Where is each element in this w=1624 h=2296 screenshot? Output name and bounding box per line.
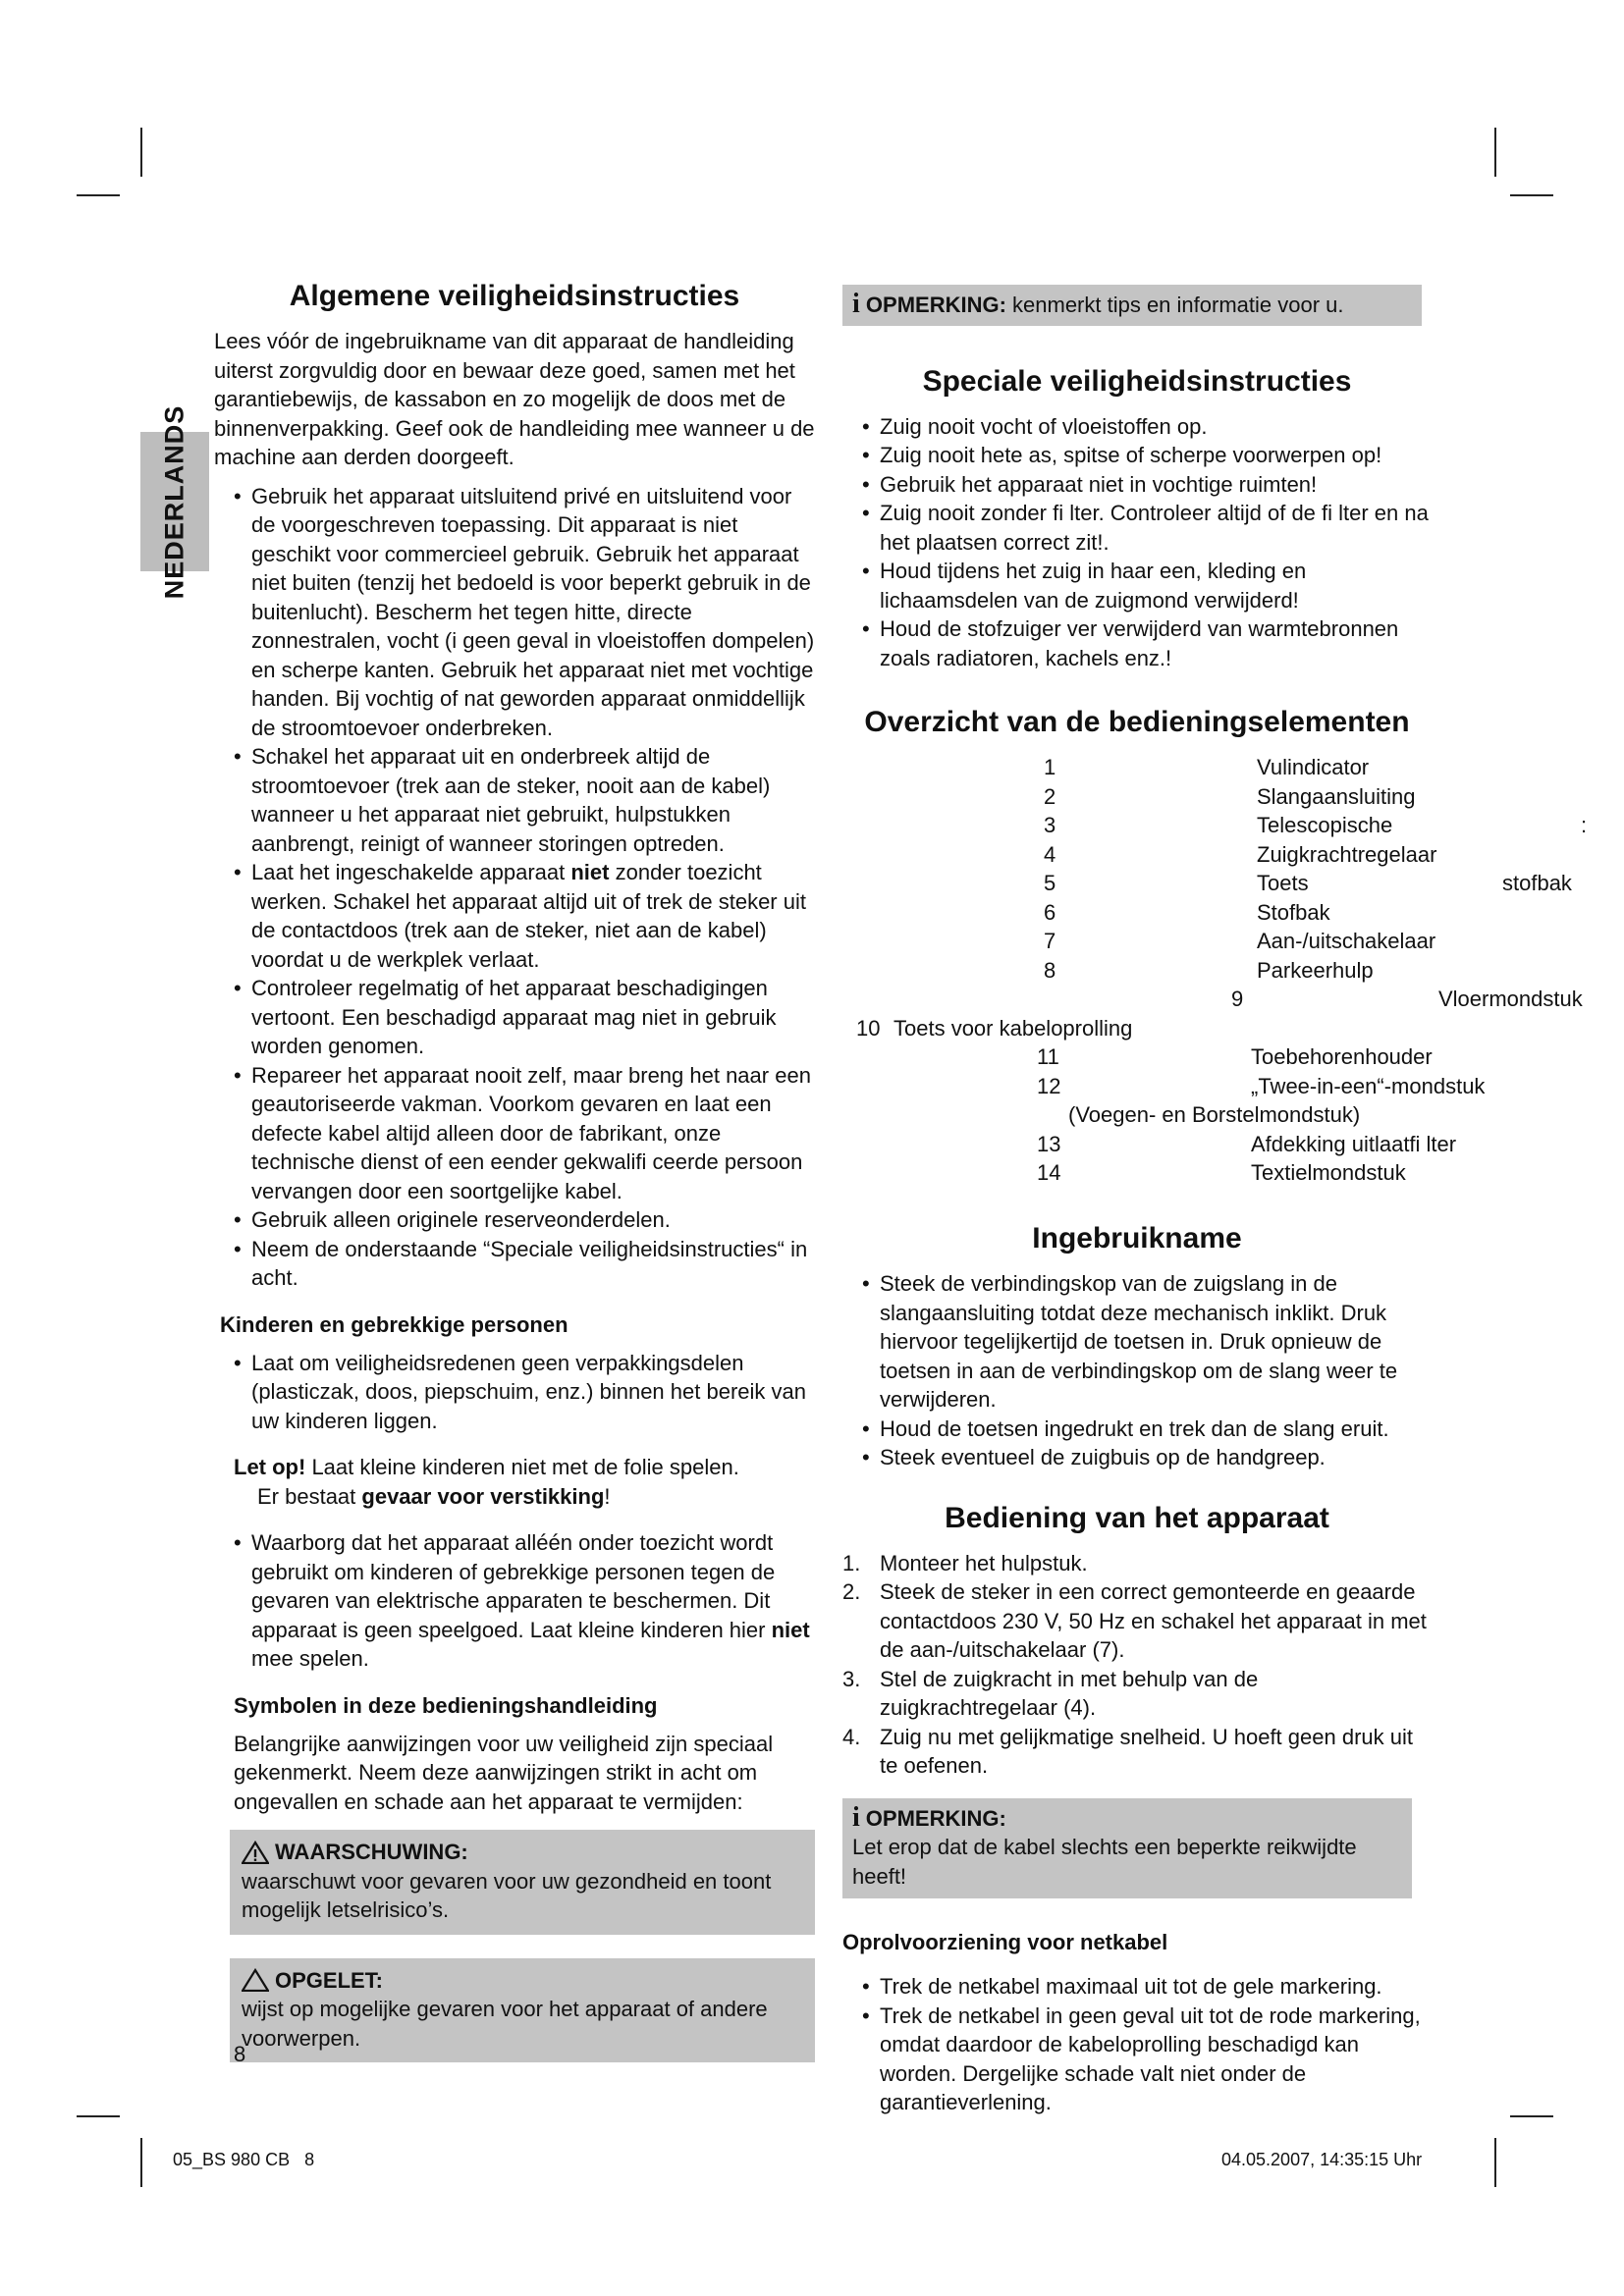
overview-row: 7 Aan-/uitschakelaar bbox=[1044, 929, 1436, 953]
warning-title: WAARSCHUWING: bbox=[275, 1840, 468, 1864]
crop-mark bbox=[77, 2115, 120, 2117]
general-safety-title: Algemene veiligheidsinstructies bbox=[289, 280, 740, 312]
list-item: • Laat om veiligheidsredenen geen verpakkingsdelen (plasticzak, doos, piepschuim, enz.) binnen het bereik van uw kinderen liggen. bbox=[214, 1349, 815, 1436]
crop-mark bbox=[140, 128, 142, 177]
kids-heading: Kinderen en gebrekkige personen bbox=[220, 1311, 568, 1337]
list-item: • Neem de onderstaande “Speciale veiligheidsinstructies“ in acht. bbox=[214, 1235, 815, 1293]
note-text: kenmerkt tips en informatie voor u. bbox=[1005, 293, 1344, 317]
overview-row: 12 „Twee-in-een“-mondstuk bbox=[1037, 1073, 1486, 1098]
list-item: • Houd tijdens het zuig in haar een, kleding en lichaamsdelen van de zuigmond verwijderd! bbox=[842, 557, 1432, 614]
crop-mark bbox=[140, 2138, 142, 2187]
overview-row: 5 Toets stofbak bbox=[1044, 871, 1572, 895]
overview-row: 9 Vloermondstuk bbox=[1231, 987, 1583, 1011]
list-item: • Steek eventueel de zuigbuis op de handgreep. bbox=[842, 1443, 1412, 1472]
overview-row: 2 Slangaansluiting bbox=[1044, 783, 1416, 809]
footer-right: 04.05.2007, 14:35:15 Uhr bbox=[1221, 2150, 1423, 2169]
list-item: 4. Zuig nu met gelijkmatige snelheid. U hoeft geen druk uit te oefenen. bbox=[842, 1724, 1413, 1778]
crop-mark bbox=[1494, 128, 1496, 177]
info-icon: i bbox=[852, 289, 860, 319]
cable-list bbox=[842, 1972, 1432, 2117]
list-item: • Repareer het apparaat nooit zelf, maar breng het naar een geautoriseerde vakman. Voorkom gevaren en laat een defecte kabel altijd alleen door de fabrikant, onze technische dienst of een eender gekwalifi ceerde persoon vervangen door een soortgelijke kabel. bbox=[214, 1061, 815, 1206]
use-list bbox=[842, 1269, 1412, 1472]
use-title: Ingebruikname bbox=[1032, 1222, 1242, 1255]
overview-row: 13 Afdekking uitlaatfi lter bbox=[1037, 1131, 1457, 1156]
warning-box bbox=[230, 1830, 815, 1935]
note-box-top bbox=[842, 285, 1422, 326]
list-item: • Schakel het apparaat uit en onderbreek altijd de stroomtoevoer (trek aan de steker, nooit aan de kabel) wanneer u het apparaat niet gebruikt, hulpstukken aanbrengt, reinigt of wanneer storingen optreden. bbox=[214, 742, 815, 858]
list-item: • Trek de netkabel maximaal uit tot de gele markering. bbox=[842, 1972, 1432, 2002]
overview-row: 10 Toets voor kabeloprolling bbox=[856, 1015, 1133, 1041]
list-item: • Houd de toetsen ingedrukt en trek dan de slang eruit. bbox=[842, 1415, 1412, 1444]
footer-left: 05_BS 980 CB 8 bbox=[173, 2150, 315, 2169]
page-number: 8 bbox=[234, 2042, 246, 2066]
note-label: OPMERKING: bbox=[865, 293, 1006, 317]
list-item: • Controleer regelmatig of het apparaat beschadigingen vertoont. Een beschadigd apparaat mag niet in gebruik worden genomen. bbox=[214, 974, 815, 1061]
letop-note: Let op! Laat kleine kinderen niet met de folie spelen. Er bestaat gevaar voor verstikking! bbox=[234, 1455, 739, 1509]
language-tab-label: NEDERLANDS bbox=[159, 404, 189, 599]
special-safety-list bbox=[842, 412, 1432, 673]
operation-title: Bediening van het apparaat bbox=[945, 1501, 1329, 1534]
list-item: • Zuig nooit vocht of vloeistoffen op. bbox=[842, 412, 1432, 442]
operation-steps bbox=[842, 1549, 1432, 1781]
crop-mark bbox=[1510, 194, 1553, 196]
overview-row: 3 Telescopische : bbox=[1044, 813, 1588, 837]
crop-mark bbox=[77, 194, 120, 196]
overview-title: Overzicht van de bedieningselementen bbox=[864, 706, 1410, 738]
crop-mark bbox=[1494, 2138, 1496, 2187]
list-item: • Waarborg dat het apparaat alléén onder toezicht wordt gebruikt om kinderen of gebrekkige personen tegen de gevaren van elektrische apparaten te beschermen. Dit apparaat is geen speelgoed. Laat kleine kinderen hier niet mee spelen. bbox=[214, 1528, 815, 1674]
list-item: • Gebruik het apparaat uitsluitend privé en uitsluitend voor de voorgeschreven toepassing. Dit apparaat is niet geschikt voor commercieel gebruik. Gebruik het apparaat niet buiten (tenzij het bedoeld is voor beperkt gebruik in de buitenlucht). Bescherm het tegen hitte, directe zonnestralen, vocht (i geen geval in vloeistoffen dompelen) en scherpe kanten. Gebruik het apparaat niet met vochtige handen. Bij vochtig of nat geworden apparaat onmiddellijk de stroomtoevoer onderbreken. bbox=[214, 482, 815, 743]
special-safety-title: Speciale veiligheidsinstructies bbox=[922, 364, 1352, 398]
note-box-cable bbox=[842, 1798, 1412, 1899]
list-item: • Gebruik alleen originele reserveonderdelen. bbox=[214, 1205, 815, 1235]
right-column bbox=[842, 285, 1588, 2117]
overview-row: (Voegen- en Borstelmondstuk) bbox=[1068, 1102, 1361, 1127]
note-label: OPMERKING: bbox=[865, 1805, 1006, 1831]
list-item: 2. Steek de steker in een correct gemonteerde en geaarde contactdoos 230 V, 50 Hz en schakel het apparaat in met de aan-/uitschakelaar (7). bbox=[842, 1579, 1427, 1662]
overview-row: 6 Stofbak bbox=[1044, 899, 1330, 925]
symbols-text: Belangrijke aanwijzingen voor uw veiligheid zijn speciaal gekenmerkt. Neem deze aanwijzingen strikt in acht om ongevallen en schade aan het apparaat te vermijden: bbox=[234, 1731, 774, 1814]
general-safety-intro: Lees vóór de ingebruikname van dit apparaat de handleiding uiterst zorgvuldig door en bewaar deze goed, samen met het garantiebewijs, de kassabon en zo mogelijk de doos met de binnenverpakking. Geef ook de handleiding mee wanneer u de machine aan derden doorgeeft. bbox=[214, 329, 815, 469]
note-text: Let erop dat de kabel slechts een beperkte reikwijdte heeft! bbox=[852, 1835, 1357, 1889]
overview-row: 1 Vulindicator bbox=[1044, 755, 1370, 779]
list-item: • Trek de netkabel in geen geval uit tot de rode markering, omdat daardoor de kabeloprolling beschadigd kan worden. Dergelijke schade valt niet onder de garantieverlening. bbox=[842, 2002, 1432, 2117]
left-column bbox=[214, 278, 815, 2062]
list-item: 1. Monteer het hulpstuk. bbox=[842, 1550, 1088, 1575]
caution-box bbox=[230, 1958, 815, 2063]
general-safety-list bbox=[214, 482, 815, 1293]
list-item: • Houd de stofzuiger ver verwijderd van warmtebronnen zoals radiatoren, kachels enz.! bbox=[842, 614, 1432, 672]
list-item: • Zuig nooit zonder fi lter. Controleer altijd of de fi lter en na het plaatsen correct zit!. bbox=[842, 499, 1432, 557]
overview-row: 8 Parkeerhulp bbox=[1044, 957, 1374, 983]
list-item: • Gebruik het apparaat niet in vochtige ruimten! bbox=[842, 470, 1432, 500]
cable-heading: Oprolvoorziening voor netkabel bbox=[842, 1930, 1168, 1954]
caution-title: OPGELET: bbox=[275, 1967, 384, 1993]
list-item: 3. Stel de zuigkracht in met behulp van de zuigkrachtregelaar (4). bbox=[842, 1666, 1259, 1720]
kids-list bbox=[214, 1349, 815, 1436]
symbols-heading: Symbolen in deze bedieningshandleiding bbox=[234, 1692, 658, 1718]
overview-row: 4 Zuigkrachtregelaar bbox=[1044, 841, 1437, 867]
caution-triangle-icon bbox=[242, 1968, 269, 1992]
kids-list-2 bbox=[214, 1528, 815, 1674]
overview-table bbox=[842, 753, 1588, 1214]
language-tab bbox=[140, 404, 209, 599]
warning-triangle-icon bbox=[242, 1841, 269, 1864]
caution-text: wijst op mogelijke gevaren voor het apparaat of andere voorwerpen. bbox=[242, 1997, 768, 2051]
overview-row: 11 Toebehorenhouder bbox=[1037, 1044, 1433, 1069]
list-item: • Zuig nooit hete as, spitse of scherpe voorwerpen op! bbox=[842, 441, 1432, 470]
overview-row: 14 Textielmondstuk bbox=[1037, 1160, 1406, 1185]
list-item: • Steek de verbindingskop van de zuigslang in de slangaansluiting totdat deze mechanisch inklikt. Druk hiervoor tegelijkertijd de toetsen in. Druk opnieuw de toetsen in aan de verbindingskop om de slang weer te verwijderen. bbox=[842, 1269, 1412, 1415]
list-item: • Laat het ingeschakelde apparaat niet zonder toezicht werken. Schakel het apparaat altijd uit of trek de steker uit de contactdoos (trek aan de steker, niet aan de kabel) voordat u de werkplek verlaat. bbox=[214, 858, 815, 974]
warning-text: waarschuwt voor gevaren voor uw gezondheid en toont mogelijk letselrisico’s. bbox=[242, 1868, 772, 1922]
info-icon: i bbox=[852, 1802, 860, 1834]
